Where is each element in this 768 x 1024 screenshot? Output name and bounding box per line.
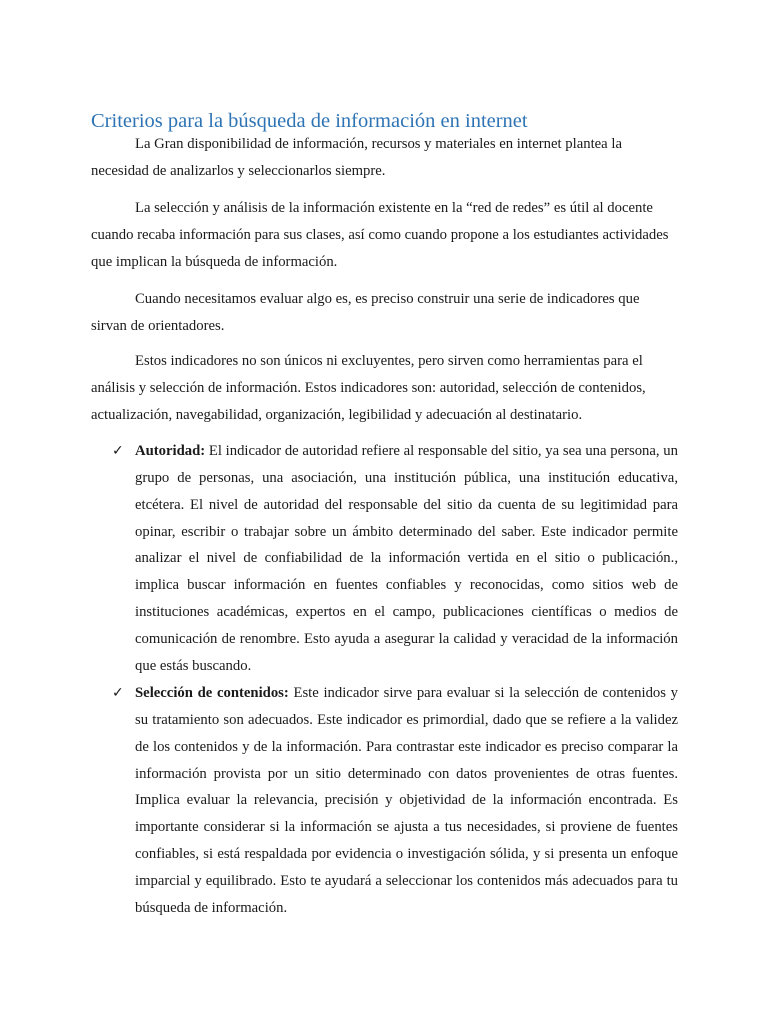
- document-heading: Criterios para la búsqueda de información en internet: [91, 110, 528, 132]
- list-item-text: Este indicador sirve para evaluar si la selección de contenidos y su tratamiento son adecuados. Este indicador es primordial, dado que se refiere a la validez de los contenidos y de la información. Para contrastar este indicador es preciso comparar la información provista por un sitio determinado con datos provenientes de otras fuentes. Implica evaluar la relevancia, precisión y objetividad de la información encontrada. Es importante considerar si la información se ajusta a tus necesidades, si proviene de fuentes confiables, si está respaldada por evidencia o investigación sólida, y si presenta un enfoque imparcial y equilibrado. Esto te ayudará a seleccionar los contenidos más adecuados para tu búsqueda de información.: [135, 685, 679, 916]
- checkmark-icon: ✓: [112, 685, 124, 701]
- checkmark-icon: ✓: [112, 443, 124, 459]
- list-item-body: [135, 680, 678, 922]
- list-item-term: Autoridad:: [135, 443, 206, 459]
- paragraph-intro: La Gran disponibilidad de información, recursos y materiales en internet plantea la necesidad de analizarlos y seleccionarlos siempre.: [91, 136, 622, 179]
- list-item-text: El indicador de autoridad refiere al responsable del sitio, ya sea una persona, un grupo de personas, una asociación, una institución pública, una institución educativa, etcétera. El nivel de autoridad del responsable del sitio da cuenta de su legitimidad para opinar, escribir o trabajar sobre un ámbito determinado del saber. Este indicador permite analizar el nivel de confiabilidad de la información vertida en el sitio o publicación., implica buscar información en fuentes confiables y reconocidas, como sitios web de instituciones académicas, expertos en el campo, publicaciones científicas o medios de comunicación de renombre. Esto ayuda a asegurar la calidad y veracidad de la información que estás buscando.: [135, 443, 678, 674]
- list-item-body: [135, 438, 678, 680]
- paragraph-selection: La selección y análisis de la información existente en la “red de redes” es útil al docente cuando recaba información para sus clases, así como cuando propone a los estudiantes actividades que implican la búsqueda de información.: [91, 200, 669, 270]
- list-item-term: Selección de contenidos:: [135, 685, 289, 701]
- paragraph-indicators-need: Cuando necesitamos evaluar algo es, es preciso construir una serie de indicadores que sirvan de orientadores.: [91, 291, 640, 334]
- paragraph-indicators-list: Estos indicadores no son únicos ni excluyentes, pero sirven como herramientas para el análisis y selección de información. Estos indicadores son: autoridad, selección de contenidos, actualización, navegabilidad, organización, legibilidad y adecuación al destinatario.: [91, 353, 646, 423]
